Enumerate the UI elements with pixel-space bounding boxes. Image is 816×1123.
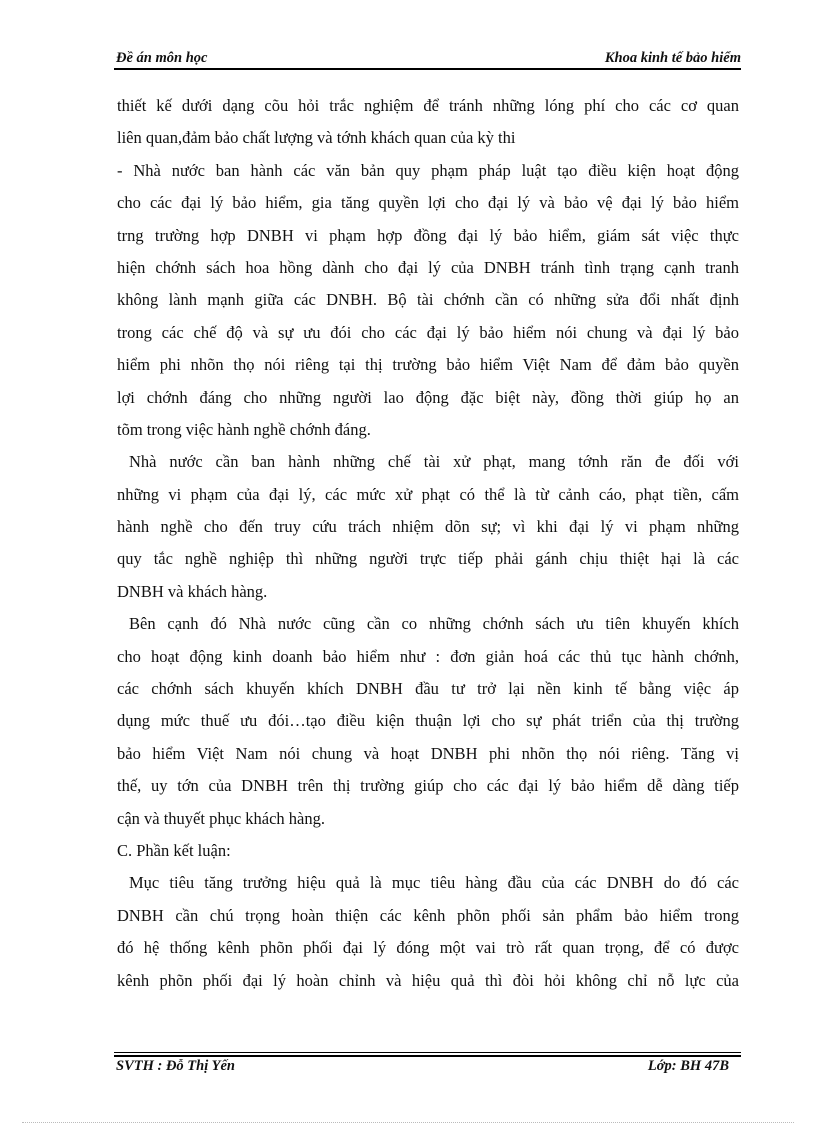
footer-divider-thin (114, 1052, 741, 1053)
text-line: - Nhà nước ban hành các văn bản quy phạm pháp luật tạo điều kiện hoạt động (117, 160, 739, 180)
header-faculty-name: Khoa kinh tế bảo hiểm (604, 50, 741, 66)
text-line: lợi chớnh đáng cho những người lao động đặc biệt này, đồng thời giúp họ an (117, 387, 739, 407)
text-line: hành nghề cho đến truy cứu trách nhiệm dõn sự; vì khi đại lý vi phạm những (117, 517, 739, 537)
text-line: Nhà nước cần ban hành những chế tài xử phạt, mang tớnh răn đe đối với (129, 452, 739, 472)
page-footer (114, 1058, 741, 1080)
text-line: cận và thuyết phục khách hàng. (117, 808, 326, 828)
text-line: DNBH và khách hàng. (117, 581, 268, 601)
page-header (114, 48, 741, 70)
text-line: dụng mức thuế ưu đói…tạo điều kiện thuận lợi cho sự phát triển của thị trường (117, 711, 739, 731)
section-heading: C. Phần kết luận: (117, 840, 231, 860)
text-line: Mục tiêu tăng trưởng hiệu quả là mục tiêu hàng đầu của các DNBH do đó các (129, 873, 739, 893)
text-line: hiểm phi nhõn thọ nói riêng tại thị trường bảo hiểm Việt Nam để đảm bảo quyền (117, 355, 739, 375)
text-line: DNBH cần chú trọng hoàn thiện các kênh phõn phối sản phẩm bảo hiểm trong (117, 905, 739, 925)
text-line: cho các đại lý bảo hiểm, gia tăng quyền lợi cho đại lý và bảo vệ đại lý bảo hiểm (117, 193, 739, 213)
text-line: thế, uy tớn của DNBH trên thị trường giúp cho các đại lý bảo hiểm dễ dàng tiếp (117, 776, 739, 796)
text-line: cho hoạt động kinh doanh bảo hiểm như : đơn giản hoá các thủ tục hành chớnh, (117, 646, 739, 666)
text-line: bảo hiểm Việt Nam nói chung và hoạt DNBH phi nhõn thọ nói riêng. Tăng vị (117, 743, 739, 763)
text-line: thiết kế dưới dạng cõu hỏi trắc nghiệm để tránh những lóng phí cho các cơ quan (117, 96, 739, 115)
header-divider (114, 68, 741, 70)
text-line: những vi phạm của đại lý, các mức xử phạt có thể là từ cảnh cáo, phạt tiền, cấm (117, 484, 739, 504)
footer-divider-thick (114, 1055, 741, 1057)
text-line: quy tắc nghề nghiệp thì những người trực tiếp phải gánh chịu thiệt hại là các (117, 549, 739, 569)
text-line: kênh phõn phối đại lý hoàn chỉnh và hiệu quả thì đòi hỏi không chỉ nỗ lực của (117, 970, 739, 990)
text-line: liên quan,đảm bảo chất lượng và tớnh khách quan của kỳ thi (117, 128, 516, 148)
text-line: tõm trong việc hành nghề chớnh đáng. (117, 419, 371, 439)
text-line: hiện chớnh sách hoa hồng dành cho đại lý của DNBH tránh tình trạng cạnh tranh (117, 257, 739, 277)
text-line: không lành mạnh giữa các DNBH. Bộ tài chớnh cần có những sửa đổi nhất định (117, 290, 739, 310)
document-body (117, 90, 739, 997)
text-line: trng trường hợp DNBH vi phạm hợp đồng đại lý bảo hiểm, giám sát việc thực (117, 225, 739, 245)
footer-student-name: SVTH : Đỗ Thị Yến (116, 1058, 235, 1074)
footer-class-code: Lớp: BH 47B (647, 1058, 729, 1074)
text-line: đó hệ thống kênh phõn phối đại lý đóng một vai trò rất quan trọng, để có được (117, 938, 739, 958)
text-line: các chớnh sách khuyến khích DNBH đầu tư trở lại nền kinh tế bằng việc áp (117, 679, 739, 699)
header-course-title: Đề án môn học (116, 50, 208, 66)
text-line: trong các chế độ và sự ưu đói cho các đại lý bảo hiểm nói chung và đại lý bảo (117, 322, 739, 342)
text-line: Bên cạnh đó Nhà nước cũng cần co những chớnh sách ưu tiên khuyến khích (129, 614, 739, 634)
